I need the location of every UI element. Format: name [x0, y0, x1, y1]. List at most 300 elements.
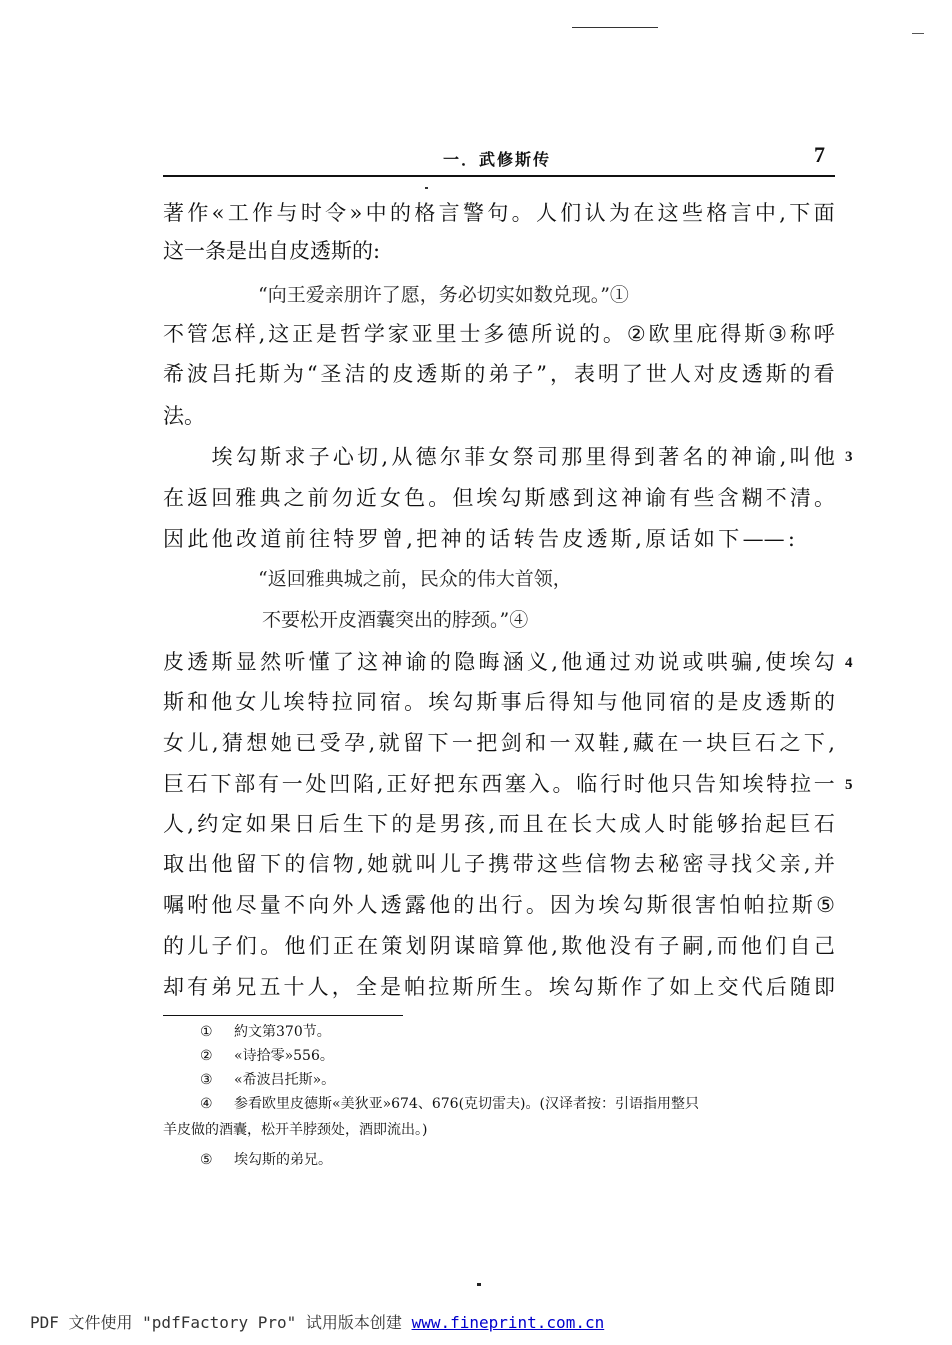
glyph: 返 [187, 486, 209, 510]
glyph: 的 [453, 893, 475, 917]
glyph: 因 [163, 527, 184, 551]
glyph: 他 [526, 934, 548, 958]
glyph: 后 [765, 975, 787, 999]
glyph: 一 [549, 731, 571, 755]
speck [425, 187, 428, 189]
glyph: 从 [391, 445, 413, 469]
glyph: 拉 [789, 772, 811, 796]
text-line-17 [163, 973, 835, 1001]
footnote-1: ① 約文第370节。 [200, 1024, 331, 1040]
glyph: 呼 [813, 322, 835, 346]
glyph: 斯 [163, 690, 184, 714]
glyph: ， [549, 362, 571, 386]
glyph: 面 [813, 201, 835, 225]
glyph: 一 [813, 772, 835, 796]
glyph: 罗 [357, 527, 379, 551]
text-line-15 [163, 891, 835, 919]
glyph: 。 [813, 486, 835, 510]
glyph: 阴 [429, 934, 451, 958]
glyph: 管 [186, 322, 208, 346]
glyph: 露 [404, 893, 426, 917]
glyph: 己 [813, 934, 835, 958]
glyph: 斯 [258, 362, 280, 386]
glyph: 怕 [719, 893, 741, 917]
glyph: 隐 [454, 650, 476, 674]
glyph: 巨 [730, 731, 752, 755]
glyph: 学 [363, 322, 385, 346]
glyph: ⑤ [816, 893, 835, 917]
text-line-5: 法。 [163, 404, 205, 428]
glyph: 因 [550, 893, 571, 917]
glyph: 正 [386, 772, 408, 796]
glyph: 没 [609, 934, 631, 958]
glyph: 全 [355, 975, 377, 999]
glyph: 他 [741, 934, 763, 958]
glyph: 得 [548, 690, 570, 714]
glyph: 。 [404, 690, 426, 714]
glyph: 代 [741, 975, 763, 999]
glyph: , [551, 934, 558, 958]
glyph: 如 [693, 527, 715, 551]
glyph: 下 [427, 731, 449, 755]
glyph: 皮 [562, 527, 584, 551]
glyph: 塞 [504, 772, 526, 796]
glyph: 皮 [717, 362, 739, 386]
glyph: 在 [163, 486, 184, 510]
corner-mark [912, 33, 924, 34]
glyph: 不 [163, 322, 184, 346]
glyph: 们 [560, 201, 582, 225]
page-number: 7 [814, 142, 825, 167]
glyph: 。 [511, 201, 533, 225]
footnote-5: ⑤ 埃勾斯的弟兄。 [200, 1152, 332, 1168]
glyph: 一 [281, 772, 303, 796]
glyph: 希 [163, 362, 184, 386]
glyph: 他 [813, 445, 835, 469]
glyph: 携 [488, 852, 510, 876]
glyph: 色 [404, 486, 426, 510]
glyph: 欺 [561, 934, 583, 958]
glyph: 把 [416, 527, 438, 551]
glyph: 石 [813, 812, 835, 836]
glyph: 波 [186, 362, 208, 386]
text-line-11 [163, 729, 835, 757]
glyph: 她 [270, 731, 292, 755]
glyph: 子 [464, 852, 486, 876]
glyph: 埃 [548, 975, 570, 999]
glyph: 父 [755, 852, 777, 876]
glyph: 勾 [813, 650, 835, 674]
glyph: 这 [596, 486, 618, 510]
glyph: 埃 [742, 772, 764, 796]
glyph: 有 [634, 934, 655, 958]
glyph: 透 [416, 362, 438, 386]
glyph: 警 [462, 201, 484, 225]
glyph: 他 [585, 934, 607, 958]
glyph: 那 [561, 445, 583, 469]
glyph: 算 [502, 934, 524, 958]
text-line-16 [163, 932, 835, 960]
glyph: —— [742, 527, 785, 551]
glyph: 所 [476, 975, 498, 999]
glyph: 而 [716, 934, 738, 958]
glyph: 只 [671, 772, 693, 796]
glyph: 的 [163, 934, 184, 958]
glyph: 却 [163, 975, 184, 999]
glyph: 为 [282, 362, 304, 386]
glyph: 他 [561, 650, 583, 674]
glyph: 或 [682, 650, 704, 674]
glyph: 宿 [379, 690, 401, 714]
glyph: 吕 [210, 362, 232, 386]
glyph: 他 [284, 934, 306, 958]
footnote-rule [163, 1015, 403, 1016]
glyph: 量 [259, 893, 281, 917]
glyph: 暗 [478, 934, 500, 958]
glyph [163, 443, 184, 471]
glyph: 时 [623, 772, 645, 796]
glyph: 女 [379, 486, 401, 510]
text-line-2: 这一条是出自皮透斯的: [163, 239, 381, 263]
glyph: , [828, 731, 835, 755]
text-line-9 [163, 648, 835, 676]
glyph: 埃 [476, 486, 498, 510]
glyph: 很 [670, 893, 692, 917]
glyph: 为 [608, 201, 630, 225]
glyph: 有 [258, 772, 279, 796]
glyph: 里 [585, 445, 607, 469]
glyph: 受 [319, 731, 341, 755]
glyph: 作 [187, 201, 209, 225]
glyph: 斯 [789, 690, 811, 714]
glyph: , [755, 650, 763, 674]
margin-number-4: 4 [845, 655, 853, 671]
glyph: 在 [633, 201, 655, 225]
glyph: 生 [500, 975, 522, 999]
glyph: 斯 [765, 362, 787, 386]
glyph: 勾 [235, 445, 257, 469]
glyph: 人 [356, 893, 378, 917]
glyph: 拉 [331, 690, 353, 714]
glyph: 斯 [476, 690, 498, 714]
glyph: 的 [284, 852, 306, 876]
glyph: 斯 [524, 486, 546, 510]
glyph: 的 [368, 362, 390, 386]
glyph: 中 [754, 201, 776, 225]
glyph: 嘱 [163, 893, 184, 917]
glyph: 儿 [439, 852, 461, 876]
glyph: 了 [645, 975, 667, 999]
glyph: 到 [572, 486, 594, 510]
glyph: 皮 [392, 362, 414, 386]
glyph: 糊 [741, 486, 763, 510]
glyph: 托 [234, 362, 256, 386]
glyph: 时 [668, 812, 690, 836]
glyph: 通 [585, 650, 607, 674]
glyph: , [376, 772, 384, 796]
glyph: 中 [365, 201, 387, 225]
glyph: 知 [718, 772, 740, 796]
glyph: 石 [755, 731, 777, 755]
glyph: 划 [405, 934, 427, 958]
glyph: 东 [457, 772, 479, 796]
glyph: , [551, 650, 558, 674]
glyph: 有 [187, 975, 209, 999]
glyph: ” [536, 362, 547, 386]
glyph: 斯 [646, 893, 668, 917]
glyph: 藏 [632, 731, 654, 755]
glyph: 雅 [235, 486, 257, 510]
glyph: , [635, 527, 642, 551]
footnote-3: ③ «希波吕托斯»。 [200, 1072, 336, 1088]
glyph: 兄 [235, 975, 257, 999]
glyph: 透 [741, 362, 763, 386]
glyph: 女 [163, 731, 184, 755]
glyph: 特 [307, 690, 329, 714]
glyph: 抬 [741, 812, 763, 836]
glyph: 特 [333, 527, 355, 551]
fineprint-link[interactable]: www.fineprint.com.cn [411, 1313, 605, 1332]
glyph: 回 [211, 486, 233, 510]
glyph: 令 [325, 201, 347, 225]
glyph: 斯 [744, 322, 766, 346]
glyph: 告 [694, 772, 716, 796]
glyph: 言 [730, 201, 752, 225]
glyph: 双 [573, 731, 595, 755]
glyph: 如 [245, 812, 267, 836]
glyph: 这 [657, 201, 679, 225]
glyph: 德 [507, 322, 529, 346]
glyph: 特 [766, 772, 788, 796]
glyph: 与 [596, 690, 618, 714]
glyph: , [779, 445, 787, 469]
glyph: 出 [187, 852, 209, 876]
glyph: 怎 [210, 322, 232, 346]
glyph: , [211, 731, 219, 755]
glyph: 带 [512, 852, 534, 876]
glyph: 明 [597, 362, 619, 386]
glyph: 下 [260, 852, 282, 876]
glyph: 听 [284, 650, 306, 674]
margin-number-3: 3 [845, 449, 853, 465]
glyph: 同 [355, 690, 377, 714]
bottom-mark [477, 1283, 481, 1286]
glyph: 斯 [791, 893, 813, 917]
glyph: 男 [439, 812, 461, 836]
glyph: 过 [609, 650, 631, 674]
glyph: 一 [451, 731, 473, 755]
glyph: 能 [692, 812, 714, 836]
glyph: 长 [571, 812, 593, 836]
verse-line-2: “返回雅典城之前，民众的伟大首领， [258, 568, 572, 590]
glyph: 表 [573, 362, 595, 386]
glyph: 勿 [331, 486, 353, 510]
glyph: 些 [681, 201, 703, 225]
glyph: 信 [585, 852, 607, 876]
glyph: 且 [522, 812, 544, 836]
glyph: 定 [221, 812, 243, 836]
glyph: 前 [307, 486, 329, 510]
glyph: 。 [428, 486, 450, 510]
glyph: 十 [283, 975, 305, 999]
glyph: 他 [211, 852, 233, 876]
glyph: 女 [235, 690, 257, 714]
glyph: 之 [779, 731, 801, 755]
glyph: 。 [260, 934, 282, 958]
glyph: 孩 [464, 812, 486, 836]
glyph: 去 [634, 852, 655, 876]
glyph: 叫 [415, 852, 437, 876]
glyph: 皮 [741, 690, 763, 714]
glyph: 与 [276, 201, 298, 225]
glyph: 有 [669, 486, 691, 510]
glyph: 神 [440, 527, 462, 551]
glyph: 的 [706, 445, 728, 469]
glyph: 些 [561, 852, 583, 876]
glyph: 果 [270, 812, 292, 836]
glyph: , [381, 445, 389, 469]
glyph: 鞋 [598, 731, 620, 755]
footnote-2: ② «诗拾零»556。 [200, 1048, 334, 1064]
text-line-13 [163, 810, 835, 838]
glyph: 他 [211, 690, 233, 714]
glyph: 劝 [634, 650, 655, 674]
glyph: 信 [308, 852, 330, 876]
glyph: 人 [307, 975, 329, 999]
glyph: 使 [765, 650, 787, 674]
glyph: 不 [765, 486, 787, 510]
glyph: , [357, 852, 364, 876]
glyph: , [803, 852, 811, 876]
glyph: , [779, 201, 786, 225]
glyph: 家 [387, 322, 409, 346]
pdf-footer [30, 1310, 604, 1333]
glyph: 含 [717, 486, 739, 510]
glyph: 斯 [610, 527, 632, 551]
glyph: 正 [292, 322, 314, 346]
glyph: 司 [536, 445, 558, 469]
glyph: 外 [332, 893, 354, 917]
glyph: 的 [579, 322, 600, 346]
glyph: 约 [197, 812, 219, 836]
glyph: 样 [234, 322, 256, 346]
glyph: 物 [332, 852, 354, 876]
glyph: 著 [658, 445, 680, 469]
glyph: 的 [813, 690, 835, 714]
glyph: 留 [403, 731, 425, 755]
glyph: 典 [259, 486, 281, 510]
glyph: 了 [332, 650, 354, 674]
glyph: 工 [227, 201, 249, 225]
glyph: 前 [284, 527, 306, 551]
glyph: 石 [186, 772, 208, 796]
glyph: 他 [211, 527, 233, 551]
glyph: 谋 [454, 934, 476, 958]
glyph: 猜 [221, 731, 243, 755]
glyph: 言 [438, 201, 460, 225]
glyph: 斯 [260, 445, 282, 469]
text-line-6 [163, 443, 835, 471]
glyph: 够 [716, 812, 738, 836]
glyph: 神 [381, 650, 403, 674]
glyph: 格 [706, 201, 728, 225]
glyph: 近 [355, 486, 377, 510]
glyph: , [187, 812, 194, 836]
glyph: , [622, 731, 630, 755]
glyph: 尔 [439, 445, 461, 469]
glyph: 子 [512, 362, 534, 386]
glyph: 子 [211, 934, 233, 958]
glyph: 说 [658, 650, 680, 674]
glyph: 日 [294, 812, 316, 836]
glyph: 块 [706, 731, 728, 755]
glyph: , [706, 934, 714, 958]
glyph: 往 [308, 527, 330, 551]
glyph: 义 [526, 650, 548, 674]
glyph: 里 [672, 322, 694, 346]
glyph: 晦 [478, 650, 500, 674]
glyph: 菲 [464, 445, 486, 469]
glyph: 已 [295, 731, 317, 755]
glyph: 出 [477, 893, 499, 917]
glyph: 下 [367, 812, 389, 836]
glyph: 人 [163, 812, 184, 836]
glyph: 圣 [320, 362, 342, 386]
glyph: 时 [300, 201, 322, 225]
text-line-12 [163, 770, 835, 798]
glyph: 哄 [706, 650, 728, 674]
text-line-8 [163, 525, 795, 553]
glyph: 祭 [512, 445, 534, 469]
text-line-1 [163, 199, 835, 227]
glyph: 作 [252, 201, 274, 225]
glyph: 事 [500, 690, 522, 714]
glyph: 是 [717, 690, 739, 714]
glyph: 正 [332, 934, 354, 958]
glyph: 临 [576, 772, 598, 796]
glyph: 显 [235, 650, 257, 674]
glyph: 透 [586, 527, 608, 551]
glyph: 名 [682, 445, 704, 469]
glyph: 曾 [381, 527, 403, 551]
glyph: 的 [391, 812, 413, 836]
glyph: » [349, 201, 363, 225]
glyph: 透 [765, 690, 787, 714]
glyph: 转 [513, 527, 535, 551]
glyph: 寻 [706, 852, 728, 876]
glyph: 不 [283, 893, 305, 917]
glyph: 但 [452, 486, 474, 510]
glyph: 谕 [755, 445, 777, 469]
glyph: 的 [390, 201, 411, 225]
glyph: 好 [409, 772, 431, 796]
glyph: 成 [619, 812, 641, 836]
glyph: 斯 [596, 975, 618, 999]
glyph: 的 [464, 362, 486, 386]
glyph: 子 [308, 445, 330, 469]
glyph: 勾 [572, 975, 594, 999]
glyph: 入 [528, 772, 550, 796]
glyph: 下 [210, 772, 232, 796]
glyph: 他 [621, 690, 643, 714]
glyph: 士 [459, 322, 481, 346]
glyph: 庇 [696, 322, 718, 346]
glyph: 在 [657, 731, 679, 755]
glyph: 格 [414, 201, 436, 225]
glyph: 他 [429, 893, 451, 917]
glyph: 句 [487, 201, 509, 225]
footnote-4-continued: 羊皮做的酒囊，松开羊脖颈处，酒即流出。) [163, 1122, 428, 1138]
